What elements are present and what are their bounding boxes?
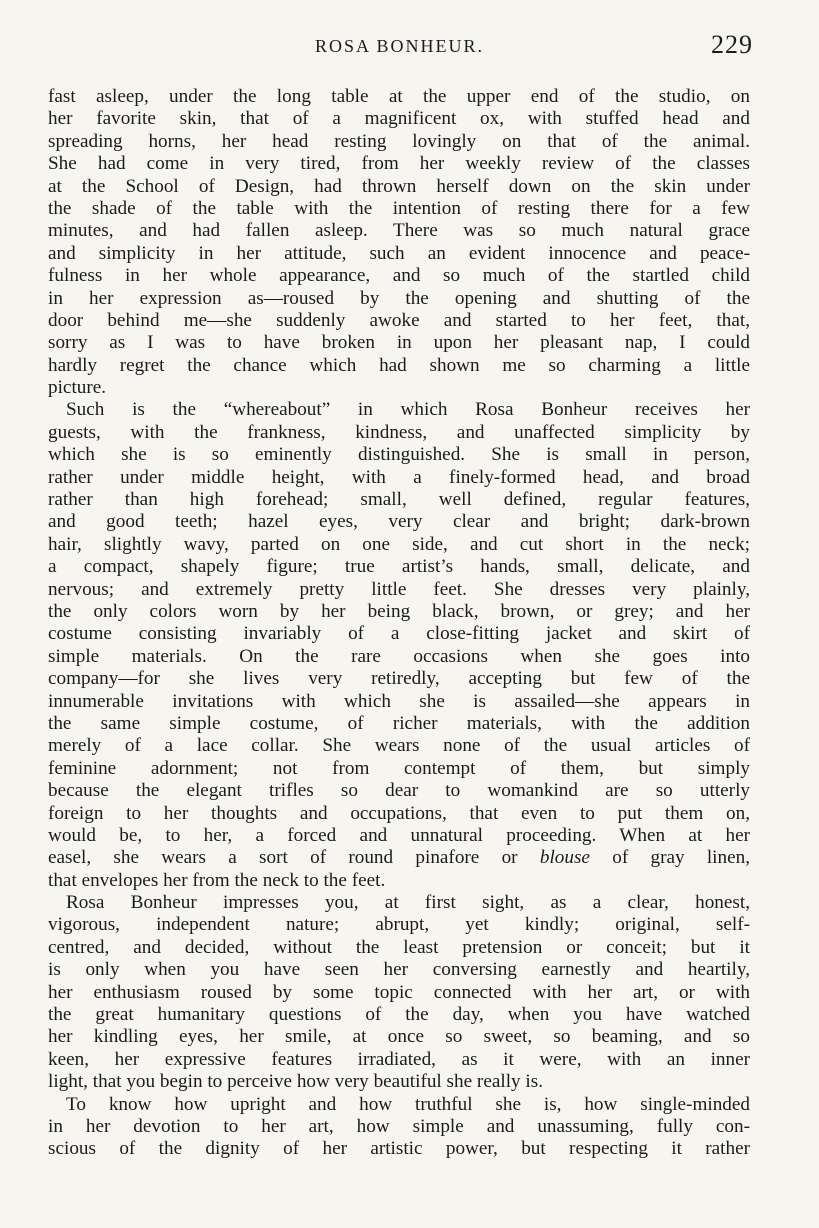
- text-line: the only colors worn by her being black, brown, or grey; and her: [48, 600, 750, 622]
- text-line: because the elegant trifles so dear to womankind are so utterly: [48, 780, 750, 802]
- text-line: her enthusiasm roused by some topic connected with her art, or with: [48, 981, 750, 1003]
- text-line: spreading horns, her head resting lovingly on that of the animal.: [48, 130, 750, 152]
- body-text: [48, 86, 750, 1161]
- paragraph-start-line: To know how upright and how truthful she is, how single-minded: [66, 1093, 750, 1115]
- text-line: hardly regret the chance which had shown me so charming a little: [48, 354, 750, 376]
- page-header: [46, 30, 753, 64]
- running-title: ROSA BONHEUR.: [314, 36, 485, 56]
- text-line: guests, with the frankness, kindness, and unaffected simplicity by: [48, 421, 750, 443]
- text-line: door behind me—she suddenly awoke and started to her feet, that,: [48, 309, 750, 331]
- text-line: merely of a lace collar. She wears none of the usual articles of: [48, 735, 750, 757]
- text-line: and simplicity in her attitude, such an evident innocence and peace-: [48, 242, 750, 264]
- text-line: minutes, and had fallen asleep. There was so much natural grace: [48, 220, 750, 242]
- text-line: and good teeth; hazel eyes, very clear and bright; dark-brown: [48, 511, 750, 533]
- text-line: her kindling eyes, her smile, at once so sweet, so beaming, and so: [48, 1026, 750, 1048]
- text-line: keen, her expressive features irradiated, as it were, with an inner: [48, 1048, 750, 1070]
- text-line: the great humanitary questions of the day, when you have watched: [48, 1004, 750, 1026]
- text-line: fulness in her whole appearance, and so much of the startled child: [48, 265, 750, 287]
- text-line: centred, and decided, without the least pretension or conceit; but it: [48, 936, 750, 958]
- text-segment: of gray linen,: [589, 847, 750, 869]
- text-line: the same simple costume, of richer materials, with the addition: [48, 712, 750, 734]
- text-line: hair, slightly wavy, parted on one side, and cut short in the neck;: [48, 533, 750, 555]
- text-line: feminine adornment; not from contempt of them, but simply: [48, 757, 750, 779]
- text-segment: easel, she wears a sort of round pinafore or: [48, 847, 540, 869]
- text-line: foreign to her thoughts and occupations, that even to put them on,: [48, 802, 750, 824]
- text-line: rather under middle height, with a finely-formed head, and broad: [48, 466, 750, 488]
- text-line: sorry as I was to have broken in upon her pleasant nap, I could: [48, 332, 750, 354]
- text-line: which she is so eminently distinguished. She is small in person,: [48, 444, 750, 466]
- text-line: innumerable invitations with which she is assailed—she appears in: [48, 690, 750, 712]
- text-line: light, that you begin to perceive how very beautiful she really is.: [48, 1071, 544, 1093]
- text-line: She had come in very tired, from her weekly review of the classes: [48, 153, 750, 175]
- text-line: simple materials. On the rare occasions when she goes into: [48, 645, 750, 667]
- text-line: that envelopes her from the neck to the feet.: [48, 869, 386, 891]
- text-line: would be, to her, a forced and unnatural proceeding. When at her: [48, 824, 750, 846]
- text-line: company—for she lives very retiredly, accepting but few of the: [48, 668, 750, 690]
- text-line: fast asleep, under the long table at the upper end of the studio, on: [48, 86, 750, 107]
- paragraph-start-line: Such is the “whereabout” in which Rosa Bonheur receives her: [66, 399, 750, 421]
- text-line: rather than high forehead; small, well defined, regular features,: [48, 489, 750, 511]
- text-line: costume consisting invariably of a close-fitting jacket and skirt of: [48, 623, 750, 645]
- paragraph-start-line: Rosa Bonheur impresses you, at first sight, as a clear, honest,: [66, 892, 750, 914]
- text-line: at the School of Design, had thrown herself down on the skin under: [48, 175, 750, 197]
- text-line: scious of the dignity of her artistic power, but respecting it rather: [48, 1138, 750, 1160]
- text-line: in her devotion to her art, how simple and unassuming, fully con-: [48, 1115, 750, 1137]
- page-number: 229: [711, 30, 753, 59]
- text-line: her favorite skin, that of a magnificent ox, with stuffed head and: [48, 108, 750, 130]
- text-line-with-italic: [48, 847, 750, 869]
- text-line: is only when you have seen her conversing earnestly and heartily,: [48, 959, 750, 981]
- italic-word: blouse: [539, 847, 590, 869]
- text-line: the shade of the table with the intention of resting there for a few: [48, 197, 750, 219]
- text-line: in her expression as—roused by the opening and shutting of the: [48, 287, 750, 309]
- text-line: picture.: [48, 377, 107, 399]
- text-line: vigorous, independent nature; abrupt, yet kindly; original, self-: [48, 914, 750, 936]
- text-line: nervous; and extremely pretty little feet. She dresses very plainly,: [48, 578, 750, 600]
- text-line: a compact, shapely figure; true artist’s hands, small, delicate, and: [48, 556, 750, 578]
